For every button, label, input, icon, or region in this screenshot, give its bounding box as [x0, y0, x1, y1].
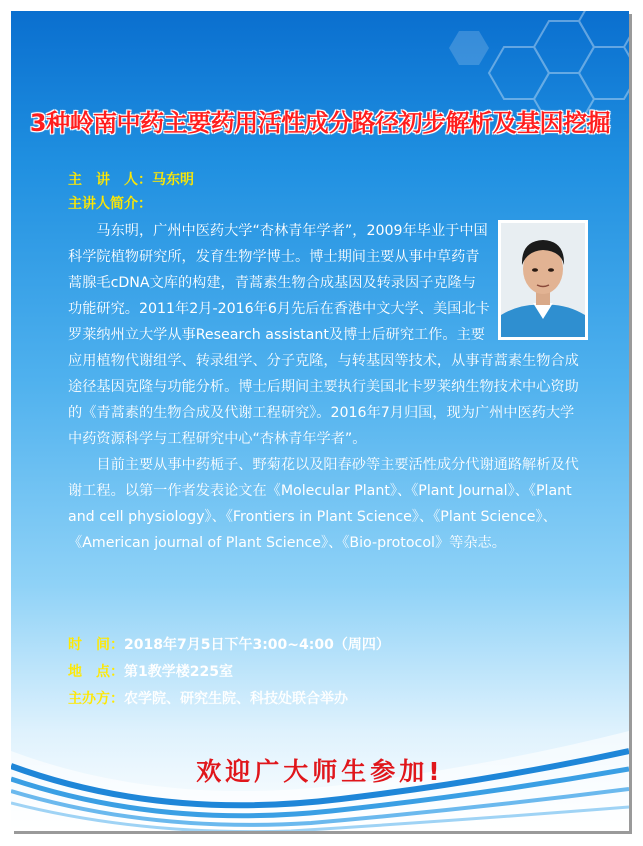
speaker-bio	[68, 218, 588, 556]
place-row	[68, 661, 233, 681]
time-value: 2018年7月5日下午3:00~4:00（周四）	[124, 637, 390, 653]
poster	[11, 11, 629, 831]
bio-paragraph-2: 目前主要从事中药栀子、野菊花以及阳春砂等主要活性成分代谢通路解析及代谢工程。以第一作者发表论文在《Molecular Plant》、《Plant Journal》、《Plant and cell physiology》、《Frontiers in Plant Science》、《Plant Science》、《American journal of Plant Science》、《Bio-protocol》等杂志。	[68, 457, 579, 551]
speaker-name: 马东明	[152, 172, 194, 188]
bio-paragraph-1: 马东明，广州中医药大学“杏林青年学者”，2009年毕业于中国科学院植物研究所，发育生物学博士。博士期间主要从事中草药青蒿腺毛cDNA文库的构建，青蒿素生物合成基因及转录因子克隆与功能研究。2011年2月-2016年6月先后在香港中文大学、美国北卡罗莱纳州立大学从事Research assistant及博士后研究工作。主要应用植物代谢组学、转录组学、分子克隆，与转基因等技术，从事青蒿素生物合成途径基因克隆与功能分析。博士后期间主要执行美国北卡罗莱纳生物技术中心资助的《青蒿素的生物合成及代谢工程研究》。2016年7月归国，现为广州中医药大学中药资源科学与工程研究中心“杏林青年学者”。	[68, 223, 579, 447]
welcome-text: 欢迎广大师生参加!	[196, 757, 444, 786]
place-label: 地 点：	[68, 664, 124, 680]
intro-row	[68, 193, 152, 213]
time-label: 时 间：	[68, 637, 124, 653]
time-row	[68, 634, 390, 654]
speaker-photo	[498, 220, 588, 340]
speaker-label: 主 讲 人：	[68, 172, 152, 188]
speaker-row	[68, 169, 194, 189]
intro-label: 主讲人简介：	[68, 196, 152, 212]
poster-title: 3种岭南中药主要药用活性成分路径初步解析及基因挖掘	[29, 109, 611, 137]
place-value: 第1教学楼225室	[124, 664, 233, 680]
host-row	[68, 688, 348, 708]
host-value: 农学院、研究生院、科技处联合举办	[124, 691, 348, 707]
portrait-image	[501, 223, 585, 337]
host-label: 主办方：	[68, 691, 124, 707]
